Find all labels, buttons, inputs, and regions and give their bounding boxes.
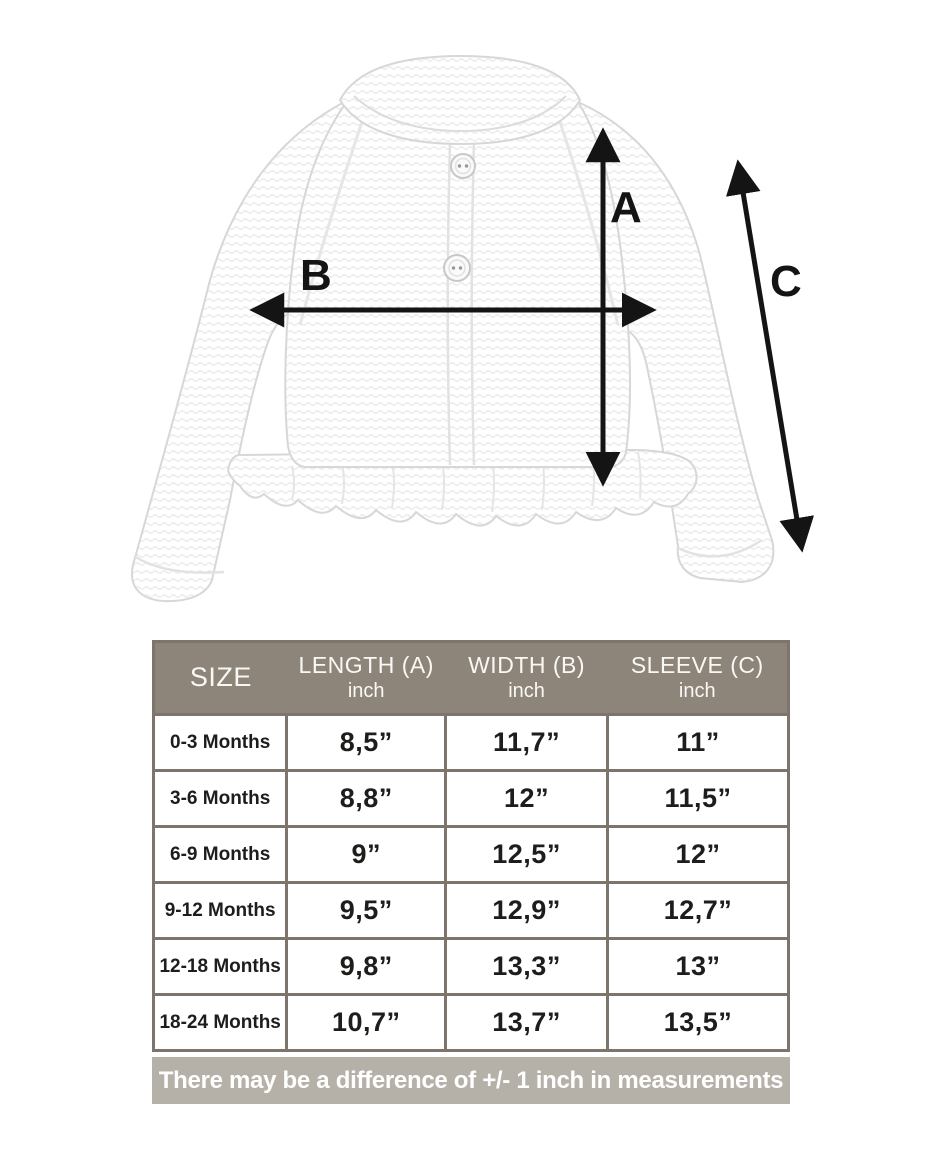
cell-length: 9” bbox=[287, 827, 446, 883]
cell-size: 3-6 Months bbox=[154, 771, 287, 827]
cell-length: 10,7” bbox=[287, 995, 446, 1051]
cell-size: 0-3 Months bbox=[154, 715, 287, 771]
cell-sleeve: 12,7” bbox=[608, 883, 789, 939]
column-header-sleeve: SLEEVE (C) inch bbox=[608, 642, 789, 715]
table-row bbox=[154, 883, 789, 939]
button-top bbox=[451, 154, 475, 178]
cell-width: 12,5” bbox=[446, 827, 608, 883]
column-header-size: SIZE bbox=[154, 642, 287, 715]
table-row bbox=[154, 771, 789, 827]
column-header-length: LENGTH (A) inch bbox=[287, 642, 446, 715]
cell-size: 9-12 Months bbox=[154, 883, 287, 939]
cell-length: 8,5” bbox=[287, 715, 446, 771]
cuff-seams bbox=[134, 540, 762, 573]
measurement-tolerance-note: There may be a difference of +/- 1 inch in measurements bbox=[152, 1057, 790, 1104]
cell-sleeve: 11,5” bbox=[608, 771, 789, 827]
cell-width: 11,7” bbox=[446, 715, 608, 771]
size-chart-table bbox=[152, 640, 790, 1052]
table-row bbox=[154, 939, 789, 995]
cell-size: 18-24 Months bbox=[154, 995, 287, 1051]
cell-size: 6-9 Months bbox=[154, 827, 287, 883]
cell-sleeve: 11” bbox=[608, 715, 789, 771]
button-middle bbox=[444, 255, 470, 281]
header-row bbox=[154, 642, 789, 715]
cell-width: 13,3” bbox=[446, 939, 608, 995]
label-a: A bbox=[610, 183, 642, 232]
cell-length: 9,5” bbox=[287, 883, 446, 939]
table-row bbox=[154, 715, 789, 771]
cell-sleeve: 12” bbox=[608, 827, 789, 883]
label-c: C bbox=[770, 257, 802, 306]
cell-size: 12-18 Months bbox=[154, 939, 287, 995]
table-row bbox=[154, 995, 789, 1051]
column-header-width: WIDTH (B) inch bbox=[446, 642, 608, 715]
table-row bbox=[154, 827, 789, 883]
cell-width: 13,7” bbox=[446, 995, 608, 1051]
cell-length: 8,8” bbox=[287, 771, 446, 827]
cell-length: 9,8” bbox=[287, 939, 446, 995]
cell-sleeve: 13,5” bbox=[608, 995, 789, 1051]
cardigan-illustration bbox=[132, 56, 773, 601]
cell-sleeve: 13” bbox=[608, 939, 789, 995]
label-b: B bbox=[300, 251, 332, 300]
cell-width: 12” bbox=[446, 771, 608, 827]
cell-width: 12,9” bbox=[446, 883, 608, 939]
